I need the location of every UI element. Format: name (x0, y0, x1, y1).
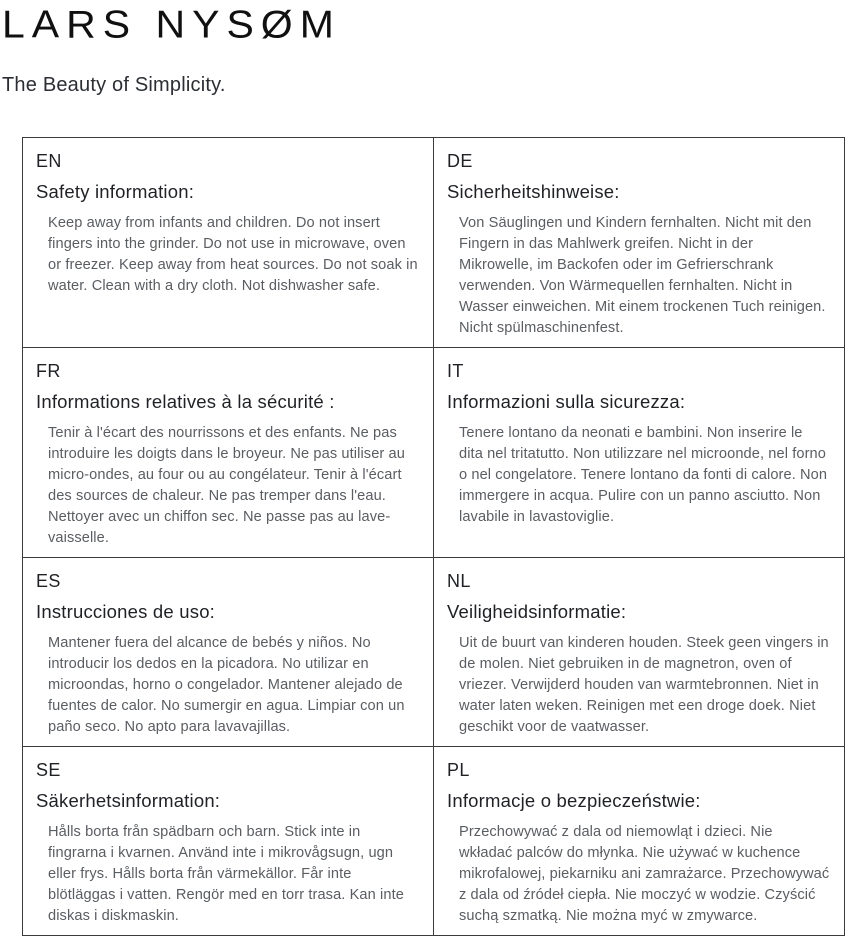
cell-se (23, 747, 434, 936)
section-heading: Informazioni sulla sicurezza: (447, 391, 686, 412)
safety-text: Von Säuglingen und Kindern fernhalten. Nicht mit den Fingern in das Mahlwerk greifen. Nicht in der Mikrowelle, im Backofen oder im Gefrierschrank verwenden. Von Wärmequellen fernhalten. Nicht in Wasser einweichen. Mit einem trockenen Tuch reinigen. Nicht spülmaschinenfest. (459, 215, 826, 336)
brand-tagline: The Beauty of Simplicity. (2, 74, 226, 96)
section-heading: Informations relatives à la sécurité : (36, 391, 335, 412)
safety-text: Keep away from infants and children. Do not insert fingers into the grinder. Do not use in microwave, oven or freezer. Keep away from heat sources. Do not soak in water. Clean with a dry cloth. Not dishwasher safe. (48, 215, 418, 294)
table-row (23, 558, 845, 747)
language-code: DE (447, 151, 473, 171)
safety-text: Hålls borta från spädbarn och barn. Stick inte in fingrarna i kvarnen. Använd inte i mikrovågsugn, ugn eller frys. Hålls borta från värmekällor. Får inte blötläggas i vatten. Rengör med en torr trasa. Kan inte diskas i diskmaskin. (48, 824, 404, 924)
section-heading: Instrucciones de uso: (36, 601, 216, 622)
cell-de (434, 138, 845, 348)
language-safety-table (22, 137, 845, 936)
safety-text: Uit de buurt van kinderen houden. Steek geen vingers in de molen. Niet gebruiken in de magnetron, oven of vriezer. Verwijderd houden van warmtebronnen. Niet in water laten weken. Reinigen met een droge doek. Niet geschikt voor de vaatwasser. (459, 635, 829, 735)
cell-fr (23, 348, 434, 558)
section-heading: Sicherheitshinweise: (447, 181, 620, 202)
language-code: EN (36, 151, 62, 171)
language-code: SE (36, 760, 61, 780)
safety-text: Tenir à l'écart des nourrissons et des enfants. Ne pas introduire les doigts dans le broyeur. Ne pas utiliser au micro-ondes, au four ou au congélateur. Tenir à l'écart des sources de chaleur. Ne pas tremper dans l'eau. Nettoyer avec un chiffon sec. Ne passe pas au lave-vaisselle. (48, 425, 405, 546)
table-row (23, 747, 845, 936)
safety-text: Przechowywać z dala od niemowląt i dzieci. Nie wkładać palców do młynka. Nie używać w kuchence mikrofalowej, piekarniku ani zamrażarce. Przechowywać z dala od źródeł ciepła. Nie moczyć w wodzie. Czyścić suchą szmatką. Nie można myć w zmywarce. (459, 824, 830, 924)
cell-en (23, 138, 434, 348)
cell-it (434, 348, 845, 558)
cell-es (23, 558, 434, 747)
language-code: ES (36, 571, 61, 591)
table-row (23, 138, 845, 348)
section-heading: Veiligheidsinformatie: (447, 601, 627, 622)
table-row (23, 348, 845, 558)
section-heading: Informacje o bezpieczeństwie: (447, 790, 701, 811)
language-code: NL (447, 571, 471, 591)
cell-nl (434, 558, 845, 747)
brand-logo: LARS NYSØM (2, 2, 341, 47)
section-heading: Säkerhetsinformation: (36, 790, 221, 811)
safety-text: Mantener fuera del alcance de bebés y niños. No introducir los dedos en la picadora. No utilizar en microondas, horno o congelador. Mantener alejado de fuentes de calor. No sumergir en agua. Limpiar con un paño seco. No apto para lavavajillas. (48, 635, 405, 735)
language-code: PL (447, 760, 470, 780)
safety-text: Tenere lontano da neonati e bambini. Non inserire le dita nel tritatutto. Non utilizzare nel microonde, nel forno o nel congelatore. Tenere lontano da fonti di calore. Non immergere in acqua. Pulire con un panno asciutto. Non lavabile in lavastoviglie. (459, 425, 828, 525)
cell-pl (434, 747, 845, 936)
section-heading: Safety information: (36, 181, 195, 202)
language-code: IT (447, 361, 464, 381)
language-code: FR (36, 361, 61, 381)
